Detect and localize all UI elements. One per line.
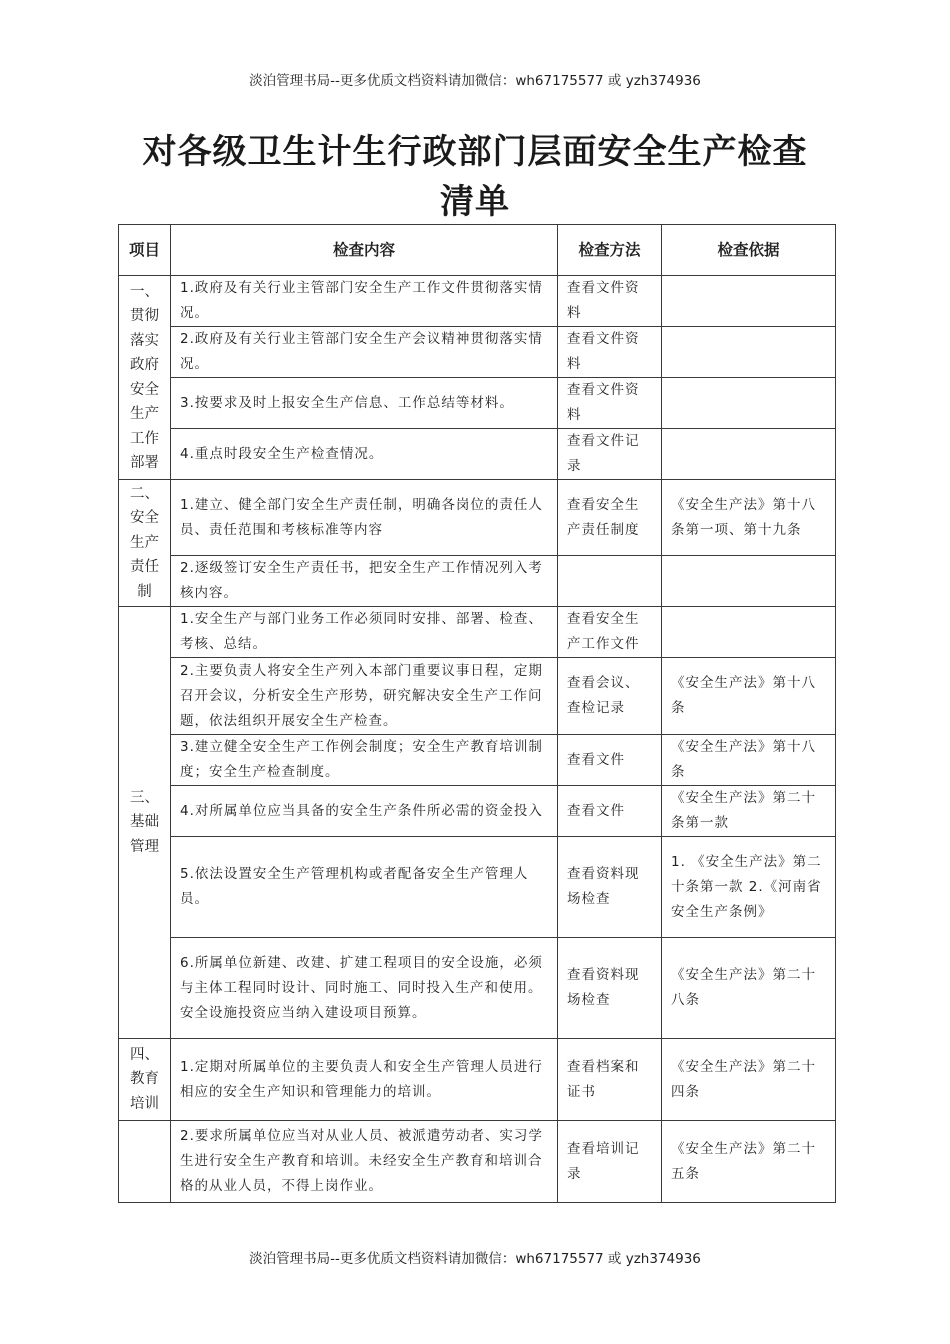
table-row — [119, 1039, 836, 1121]
document-title-line-1: 对各级卫生计生行政部门层面安全生产检查 — [142, 132, 808, 172]
table-row — [119, 735, 836, 786]
category-cell: 二、安全生产责任制 — [119, 480, 171, 607]
column-header-content: 检查内容 — [171, 225, 558, 276]
check-basis-cell: 《安全生产法》第十八条 — [662, 735, 836, 786]
check-method-cell: 查看文件资料 — [558, 327, 662, 378]
check-basis-cell — [662, 556, 836, 607]
table-header-row — [119, 225, 836, 276]
check-content-cell: 2.逐级签订安全生产责任书，把安全生产工作情况列入考核内容。 — [171, 556, 558, 607]
check-method-cell: 查看档案和证书 — [558, 1039, 662, 1121]
check-content-cell: 2.政府及有关行业主管部门安全生产会议精神贯彻落实情况。 — [171, 327, 558, 378]
check-method-cell: 查看文件记录 — [558, 429, 662, 480]
check-content-cell: 1.安全生产与部门业务工作必须同时安排、部署、检查、考核、总结。 — [171, 607, 558, 658]
check-method-cell: 查看会议、查检记录 — [558, 658, 662, 735]
check-content-cell: 6.所属单位新建、改建、扩建工程项目的安全设施，必须与主体工程同时设计、同时施工、同时投入生产和使用。安全设施投资应当纳入建设项目预算。 — [171, 938, 558, 1039]
check-basis-cell — [662, 276, 836, 327]
category-cell: 三、基础管理 — [119, 607, 171, 1039]
check-basis-cell: 《安全生产法》第二十条第一款 — [662, 786, 836, 837]
check-content-cell: 1.定期对所属单位的主要负责人和安全生产管理人员进行相应的安全生产知识和管理能力的培训。 — [171, 1039, 558, 1121]
column-header-basis: 检查依据 — [662, 225, 836, 276]
check-method-cell: 查看文件 — [558, 786, 662, 837]
check-method-cell: 查看安全生产工作文件 — [558, 607, 662, 658]
check-method-cell: 查看资料现场检查 — [558, 938, 662, 1039]
check-method-cell: 查看资料现场检查 — [558, 837, 662, 938]
check-content-cell: 2.主要负责人将安全生产列入本部门重要议事日程，定期召开会议，分析安全生产形势，研究解决安全生产工作问题，依法组织开展安全生产检查。 — [171, 658, 558, 735]
check-method-cell: 查看文件 — [558, 735, 662, 786]
check-basis-cell — [662, 429, 836, 480]
table-row — [119, 1121, 836, 1203]
check-content-cell: 5.依法设置安全生产管理机构或者配备安全生产管理人员。 — [171, 837, 558, 938]
check-method-cell — [558, 556, 662, 607]
category-cell: 四、教育培训 — [119, 1039, 171, 1121]
check-content-cell: 4.重点时段安全生产检查情况。 — [171, 429, 558, 480]
table-row — [119, 429, 836, 480]
check-content-cell: 3.建立健全安全生产工作例会制度；安全生产教育培训制度；安全生产检查制度。 — [171, 735, 558, 786]
table-row — [119, 837, 836, 938]
table-row — [119, 658, 836, 735]
table-row — [119, 938, 836, 1039]
check-content-cell: 1.建立、健全部门安全生产责任制，明确各岗位的责任人员、责任范围和考核标准等内容 — [171, 480, 558, 556]
check-basis-cell: 《安全生产法》第二十四条 — [662, 1039, 836, 1121]
check-basis-cell: 1. 《安全生产法》第二十条第一款 2.《河南省安全生产条例》 — [662, 837, 836, 938]
check-basis-cell: 《安全生产法》第十八条第一项、第十九条 — [662, 480, 836, 556]
page-footer-text: 淡泊管理书局--更多优质文档资料请加微信：wh67175577 或 yzh374936 — [249, 1251, 701, 1267]
document-title-line-2: 清单 — [440, 182, 510, 222]
check-content-cell: 2.要求所属单位应当对从业人员、被派遣劳动者、实习学生进行安全生产教育和培训。未经安全生产教育和培训合格的从业人员，不得上岗作业。 — [171, 1121, 558, 1203]
check-basis-cell: 《安全生产法》第二十八条 — [662, 938, 836, 1039]
check-basis-cell: 《安全生产法》第十八条 — [662, 658, 836, 735]
column-header-method: 检查方法 — [558, 225, 662, 276]
table-row — [119, 480, 836, 556]
check-method-cell: 查看文件资料 — [558, 378, 662, 429]
check-content-cell: 3.按要求及时上报安全生产信息、工作总结等材料。 — [171, 378, 558, 429]
check-method-cell: 查看安全生产责任制度 — [558, 480, 662, 556]
column-header-item: 项目 — [119, 225, 171, 276]
table-row — [119, 276, 836, 327]
table-row — [119, 607, 836, 658]
check-content-cell: 1.政府及有关行业主管部门安全生产工作文件贯彻落实情况。 — [171, 276, 558, 327]
check-basis-cell — [662, 327, 836, 378]
check-basis-cell — [662, 607, 836, 658]
check-basis-cell — [662, 378, 836, 429]
check-basis-cell: 《安全生产法》第二十五条 — [662, 1121, 836, 1203]
check-method-cell: 查看培训记录 — [558, 1121, 662, 1203]
category-cell-empty — [119, 1121, 171, 1203]
table-row — [119, 327, 836, 378]
inspection-checklist-table — [118, 224, 836, 1203]
table-row — [119, 556, 836, 607]
page-header-text: 淡泊管理书局--更多优质文档资料请加微信：wh67175577 或 yzh374936 — [249, 73, 701, 89]
check-content-cell: 4.对所属单位应当具备的安全生产条件所必需的资金投入 — [171, 786, 558, 837]
table-row — [119, 786, 836, 837]
check-method-cell: 查看文件资料 — [558, 276, 662, 327]
table-row — [119, 378, 836, 429]
category-cell: 一、贯彻落实政府安全生产工作部署 — [119, 276, 171, 480]
